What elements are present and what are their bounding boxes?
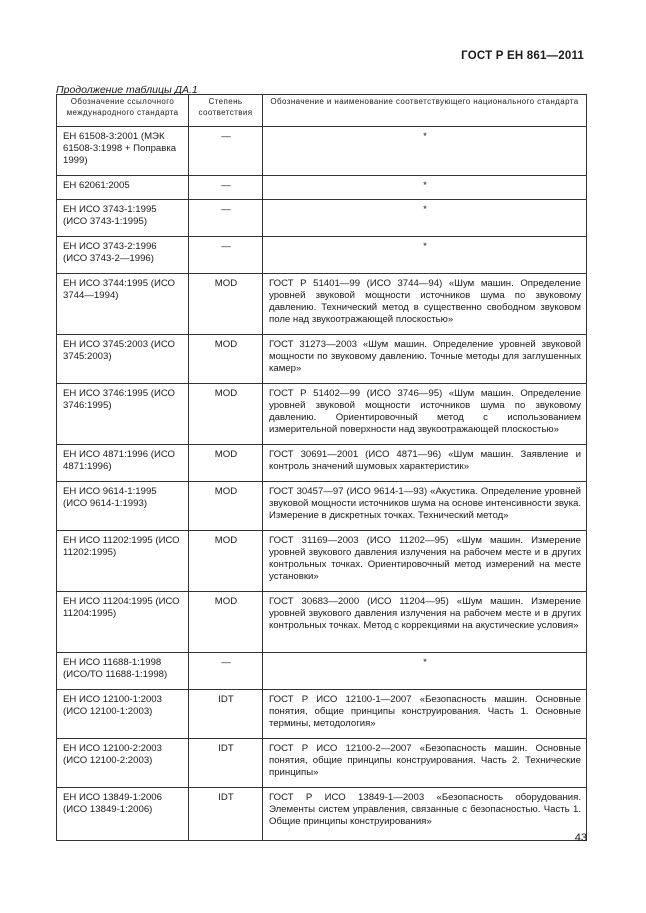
- national-standard-cell: *: [423, 657, 427, 668]
- degree-cell: MOD: [214, 535, 238, 546]
- table-row: [57, 653, 587, 690]
- national-standard-cell: *: [423, 131, 427, 142]
- ref-standard-cell: ЕН ИСО 3743-1:1995 (ИСО 3743-1:1995): [63, 204, 157, 227]
- ref-standard-cell: ЕН ИСО 12100-1:2003 (ИСО 12100-1:2003): [63, 694, 162, 717]
- table-row: [57, 237, 587, 274]
- table-row: [57, 690, 587, 739]
- national-standard-cell: ГОСТ 31169—2003 (ИСО 11202—95) «Шум машин. Измерение уровней звукового давления излучения на рабочем месте и в других контрольных точках. Ориентировочный метод измерений на месте установки»: [269, 535, 581, 582]
- degree-cell: MOD: [214, 449, 238, 460]
- table-row: [57, 739, 587, 788]
- national-standard-cell: ГОСТ 30683—2000 (ИСО 11204—95) «Шум машин. Измерение уровней звукового давления излучения на рабочем месте и в других контрольных точках. Метод с коррекциями на акустические условия»: [269, 596, 581, 631]
- page-number: 43: [574, 832, 587, 844]
- ref-standard-cell: ЕН 62061:2005: [63, 180, 130, 191]
- ref-standard-cell: ЕН ИСО 13849-1:2006 (ИСО 13849-1:2006): [63, 792, 162, 815]
- table-row: [57, 200, 587, 237]
- national-standard-cell: ГОСТ Р 51401—99 (ИСО 3744—94) «Шум машин. Определение уровней звуковой мощности источников шума по звуковому давлению. Технический метод в существенно свободном звуковом поле над звукоотражающей плоскостью»: [269, 278, 581, 325]
- degree-cell: —: [221, 241, 231, 252]
- table-row: [57, 384, 587, 445]
- ref-standard-cell: ЕН ИСО 3743-2:1996 (ИСО 3743-2—1996): [63, 241, 157, 264]
- degree-cell: —: [221, 204, 231, 215]
- table-row: [57, 127, 587, 176]
- national-standard-cell: *: [423, 241, 427, 252]
- table-row: [57, 274, 587, 335]
- degree-cell: —: [221, 657, 231, 668]
- degree-cell: MOD: [214, 339, 238, 350]
- column-header-degree: Степень соответствия: [189, 95, 263, 127]
- degree-cell: MOD: [214, 278, 238, 289]
- national-standard-cell: *: [423, 180, 427, 191]
- table-row: [57, 176, 587, 200]
- ref-standard-cell: ЕН ИСО 4871:1996 (ИСО 4871:1996): [63, 449, 176, 472]
- national-standard-cell: ГОСТ 30457—97 (ИСО 9614-1—93) «Акустика. Определение уровней звуковой мощности источников шума на основе интенсивности звука. Измерение в дискретных точках. Технический метод»: [269, 486, 581, 521]
- ref-standard-cell: ЕН ИСО 11202:1995 (ИСО 11202:1995): [63, 535, 180, 558]
- table-header-row: [57, 95, 587, 127]
- document-code: ГОСТ Р ЕН 861—2011: [461, 50, 584, 62]
- table-row: [57, 788, 587, 841]
- table-row: [57, 445, 587, 482]
- ref-standard-cell: ЕН ИСО 9614-1:1995 (ИСО 9614-1:1993): [63, 486, 157, 509]
- degree-cell: MOD: [214, 596, 238, 607]
- ref-standard-cell: ЕН ИСО 11688-1:1998 (ИСО/ТО 11688-1:1998): [63, 657, 168, 680]
- degree-cell: MOD: [214, 486, 238, 497]
- ref-standard-cell: ЕН ИСО 3744:1995 (ИСО 3744—1994): [63, 278, 176, 301]
- table-row: [57, 335, 587, 384]
- table-caption: Продолжение таблицы ДА.1: [56, 84, 198, 96]
- degree-cell: —: [221, 131, 231, 142]
- column-header-national: Обозначение и наименование соответствующего национального стандарта: [263, 95, 587, 127]
- ref-standard-cell: ЕН ИСО 3746:1995 (ИСО 3746:1995): [63, 388, 176, 411]
- ref-standard-cell: ЕН ИСО 11204:1995 (ИСО 11204:1995): [63, 596, 180, 619]
- national-standard-cell: *: [423, 204, 427, 215]
- degree-cell: IDT: [218, 792, 234, 803]
- standards-table: [56, 94, 587, 841]
- national-standard-cell: ГОСТ 31273—2003 «Шум машин. Определение уровней звуковой мощности по звуковому давлению. Точные методы для заглушенных камер»: [269, 339, 581, 374]
- ref-standard-cell: ЕН ИСО 12100-2:2003 (ИСО 12100-2:2003): [63, 743, 162, 766]
- degree-cell: —: [221, 180, 231, 191]
- national-standard-cell: ГОСТ Р ИСО 12100-1—2007 «Безопасность машин. Основные понятия, общие принципы конструирования. Часть 1. Основные термины, методология»: [269, 694, 581, 729]
- table-row: [57, 482, 587, 531]
- table-row: [57, 531, 587, 592]
- national-standard-cell: ГОСТ 30691—2001 (ИСО 4871—96) «Шум машин. Заявление и контроль значений шумовых характеристик»: [269, 449, 581, 472]
- degree-cell: MOD: [214, 388, 238, 399]
- ref-standard-cell: ЕН ИСО 3745:2003 (ИСО 3745:2003): [63, 339, 176, 362]
- degree-cell: IDT: [218, 694, 234, 705]
- national-standard-cell: ГОСТ Р ИСО 12100-2—2007 «Безопасность машин. Основные понятия, общие принципы конструирования. Часть 2. Технические принципы»: [269, 743, 581, 778]
- degree-cell: IDT: [218, 743, 234, 754]
- column-header-ref: Обозначение ссылочного международного стандарта: [57, 95, 189, 127]
- national-standard-cell: ГОСТ Р ИСО 13849-1—2003 «Безопасность оборудования. Элементы систем управления, связанные с безопасностью. Часть 1. Общие принципы конструирования»: [269, 792, 581, 827]
- table-row: [57, 592, 587, 653]
- national-standard-cell: ГОСТ Р 51402—99 (ИСО 3746—95) «Шум машин. Определение уровней звуковой мощности источников шума по звуковому давлению. Ориентировочный метод с использованием измерительной поверхности над звукоотражающей плоскостью»: [269, 388, 581, 435]
- ref-standard-cell: ЕН 61508-3:2001 (МЭК 61508-3:1998 + Поправка 1999): [63, 131, 177, 166]
